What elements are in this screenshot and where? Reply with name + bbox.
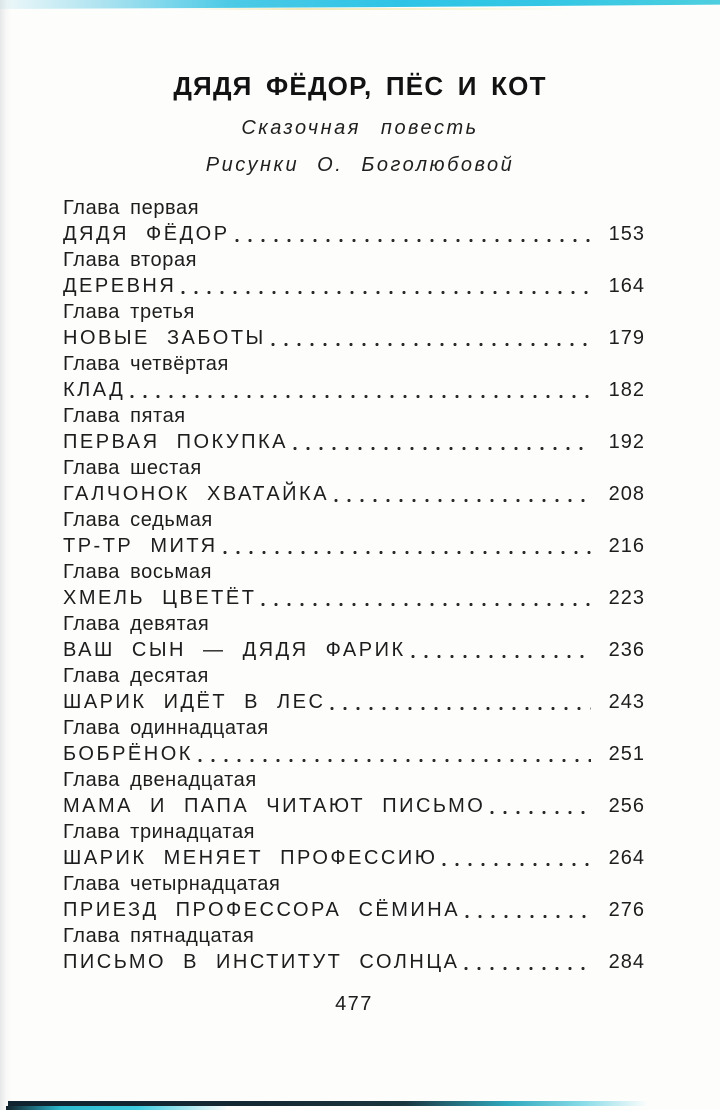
chapter-label: Глава пятнадцатая <box>63 925 255 947</box>
chapter-page-number: 164 <box>608 275 645 297</box>
dot-leader <box>235 238 591 243</box>
dot-leader <box>334 498 591 503</box>
dot-leader <box>261 602 591 607</box>
chapter-page-number: 251 <box>608 743 645 765</box>
toc-entry <box>63 871 645 923</box>
chapter-label: Глава шестая <box>63 457 202 479</box>
dot-leader <box>293 446 591 451</box>
chapter-page-number: 179 <box>608 327 645 349</box>
chapter-page-number: 264 <box>608 847 645 869</box>
chapter-label: Глава девятая <box>63 613 210 635</box>
toc-entry <box>63 923 645 975</box>
chapter-title-line <box>63 845 645 871</box>
chapter-label: Глава первая <box>63 197 200 219</box>
chapter-title-line <box>63 481 645 507</box>
chapter-title-line <box>63 741 645 767</box>
chapter-label: Глава четырнадцатая <box>63 873 281 895</box>
chapter-title-line <box>63 585 645 611</box>
book-subtitle: Сказочная повесть <box>241 117 479 139</box>
chapter-label: Глава третья <box>63 301 195 323</box>
chapter-title: БОБРЁНОК <box>63 743 193 765</box>
toc-entry <box>63 663 645 715</box>
chapter-title-line <box>63 689 645 715</box>
toc-entry <box>63 403 645 455</box>
chapter-page-number: 276 <box>608 899 645 921</box>
toc-entry <box>63 195 645 247</box>
toc-entry <box>63 767 645 819</box>
chapter-label: Глава вторая <box>63 249 198 271</box>
chapter-title: ХМЕЛЬ ЦВЕТЁТ <box>63 587 257 609</box>
book-title: ДЯДЯ ФЁДОР, ПЁС И КОТ <box>173 71 547 101</box>
chapter-title: ПЕРВАЯ ПОКУПКА <box>63 431 288 453</box>
dot-leader <box>181 290 591 295</box>
dot-leader <box>490 810 591 815</box>
dot-leader <box>271 342 591 347</box>
chapter-title-line <box>63 793 645 819</box>
chapter-label: Глава пятая <box>63 405 186 427</box>
chapter-title-line <box>63 377 645 403</box>
chapter-title-line <box>63 221 645 247</box>
chapter-title-line <box>63 949 645 975</box>
chapter-page-number: 256 <box>608 795 645 817</box>
chapter-page-number: 153 <box>608 223 645 245</box>
chapter-page-number: 236 <box>608 639 645 661</box>
chapter-label: Глава седьмая <box>63 509 213 531</box>
chapter-title: ПИСЬМО В ИНСТИТУТ СОЛНЦА <box>63 951 460 973</box>
dot-leader <box>465 914 591 919</box>
table-of-contents <box>63 195 645 975</box>
chapter-title: ГАЛЧОНОК ХВАТАЙКА <box>63 483 330 505</box>
toc-entry <box>63 455 645 507</box>
dot-leader <box>330 706 591 711</box>
toc-entry <box>63 715 645 767</box>
illustrator-credit: Рисунки О. Боголюбовой <box>205 154 515 176</box>
dot-leader <box>464 966 591 971</box>
chapter-page-number: 243 <box>608 691 645 713</box>
chapter-page-number: 284 <box>608 951 645 973</box>
chapter-page-number: 182 <box>608 379 645 401</box>
chapter-title-line <box>63 429 645 455</box>
chapter-title: НОВЫЕ ЗАБОТЫ <box>63 327 266 349</box>
chapter-page-number: 208 <box>608 483 645 505</box>
toc-entry <box>63 559 645 611</box>
chapter-page-number: 192 <box>608 431 645 453</box>
chapter-label: Глава одиннадцатая <box>63 717 269 739</box>
chapter-page-number: 223 <box>608 587 645 609</box>
dot-leader <box>130 394 591 399</box>
top-edge-highlight <box>180 8 580 10</box>
chapter-label: Глава десятая <box>63 665 209 687</box>
toc-entry <box>63 247 645 299</box>
chapter-title-line <box>63 637 645 663</box>
chapter-label: Глава тринадцатая <box>63 821 256 843</box>
chapter-title: МАМА И ПАПА ЧИТАЮТ ПИСЬМО <box>63 795 486 817</box>
chapter-title: КЛАД <box>63 379 126 401</box>
dot-leader <box>223 550 591 555</box>
toc-entry <box>63 819 645 871</box>
chapter-title: ТР-ТР МИТЯ <box>63 535 218 557</box>
toc-entry <box>63 299 645 351</box>
chapter-title-line <box>63 897 645 923</box>
bottom-page-edge-teal-strip <box>6 1106 226 1110</box>
toc-entry <box>63 351 645 403</box>
chapter-page-number: 216 <box>608 535 645 557</box>
chapter-title: ДЯДЯ ФЁДОР <box>63 223 230 245</box>
chapter-title: ВАШ СЫН — ДЯДЯ ФАРИК <box>63 639 406 661</box>
left-page-edge-shadow <box>0 0 12 1110</box>
toc-entry <box>63 611 645 663</box>
chapter-title: ШАРИК ИДЁТ В ЛЕС <box>63 691 326 713</box>
chapter-title: ШАРИК МЕНЯЕТ ПРОФЕССИЮ <box>63 847 438 869</box>
chapter-label: Глава двенадцатая <box>63 769 257 791</box>
chapter-title-line <box>63 533 645 559</box>
dot-leader <box>442 862 591 867</box>
dot-leader <box>198 758 591 763</box>
chapter-label: Глава четвёртая <box>63 353 229 375</box>
toc-entry <box>63 507 645 559</box>
toc-footer <box>0 991 720 1017</box>
chapter-label: Глава восьмая <box>63 561 213 583</box>
chapter-title: ДЕРЕВНЯ <box>63 275 177 297</box>
dot-leader <box>411 654 591 659</box>
toc-header <box>0 0 720 178</box>
page-number: 477 <box>335 993 373 1015</box>
chapter-title-line <box>63 273 645 299</box>
chapter-title-line <box>63 325 645 351</box>
chapter-title: ПРИЕЗД ПРОФЕССОРА СЁМИНА <box>63 899 461 921</box>
